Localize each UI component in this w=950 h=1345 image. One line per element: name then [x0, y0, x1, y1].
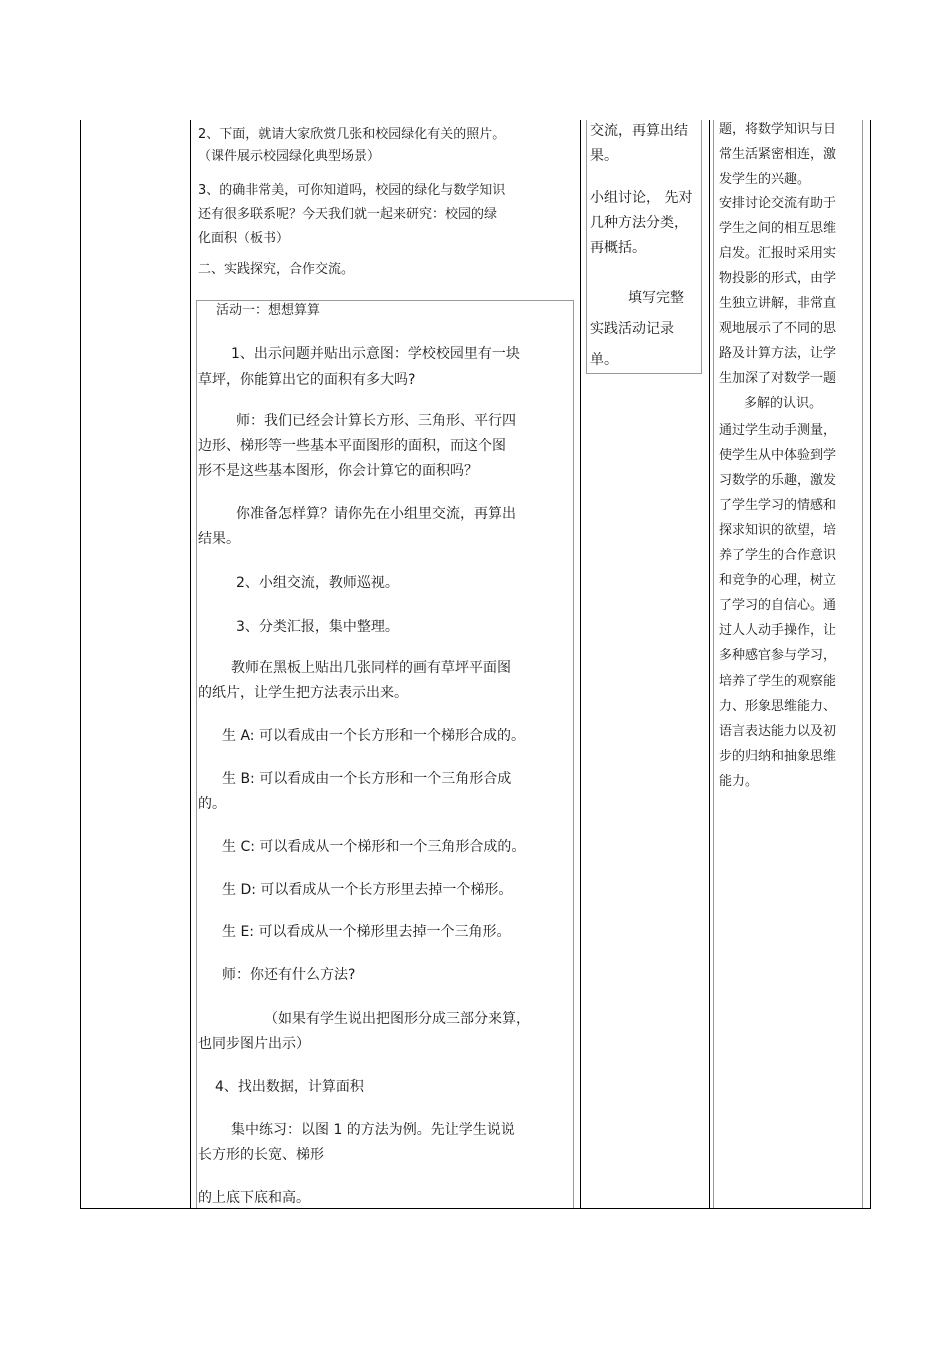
- student-box-bottom: [586, 373, 702, 374]
- student-b-line1: 生 B: 可以看成由一个长方形和一个三角形合成: [222, 771, 512, 787]
- student-activity-line4: 几种方法分类，: [590, 215, 688, 231]
- student-e: 生 E: 可以看成从一个梯形里去掉一个三角形。: [222, 924, 511, 940]
- table-border-right: [870, 120, 871, 1209]
- design-line: 养了学生的合作意识: [719, 548, 837, 563]
- step2-line2: （课件展示校园绿化典型场景）: [198, 149, 381, 164]
- design-line: 生加深了对数学一题: [719, 371, 837, 386]
- student-b-line2: 的。: [198, 796, 226, 812]
- exercise-line3: 的上底下底和高。: [198, 1190, 310, 1206]
- student-a: 生 A: 可以看成由一个长方形和一个梯形合成的。: [222, 728, 525, 744]
- teacher1-line2: 边形、梯形等一些基本平面图形的面积，而这个图: [198, 438, 506, 454]
- exercise-line2: 长方形的长宽、梯形: [198, 1147, 324, 1163]
- section-heading: 二、实践探究，合作交流。: [198, 262, 355, 277]
- board-line1: 教师在黑板上贴出几张同样的画有草坪平面图: [231, 660, 511, 676]
- student-box-left: [586, 120, 587, 374]
- teacher2-line1: 你准备怎样算？请你先在小组里交流，再算出: [236, 506, 516, 522]
- student-activity-line1: 交流，再算出结: [590, 123, 688, 139]
- design-line: 发学生的兴趣。: [719, 172, 811, 187]
- step-group-discussion: 2、小组交流，教师巡视。: [236, 575, 399, 591]
- design-line: 探求知识的欲望，培: [719, 523, 837, 538]
- student-d: 生 D: 可以看成从一个长方形里去掉一个梯形。: [222, 882, 513, 898]
- design-line: 过人人动手操作，让: [719, 623, 837, 638]
- activity-box-right: [573, 300, 574, 1208]
- teacher2-line2: 结果。: [198, 531, 240, 547]
- design-line: 观地展示了不同的思: [719, 321, 837, 336]
- design-line: 习数学的乐趣，激发: [719, 473, 837, 488]
- design-line: 题，将数学知识与日: [719, 122, 837, 137]
- design-line: 培养了学生的观察能: [719, 674, 837, 689]
- activity-title: 活动一：想想算算: [216, 303, 321, 318]
- student-activity-line2: 果。: [590, 148, 618, 164]
- student-activity-line3: 小组讨论， 先对: [590, 190, 693, 206]
- step3-line2: 还有很多联系呢？今天我们就一起来研究：校园的绿: [198, 207, 498, 222]
- exercise-line1: 集中练习：以图 1 的方法为例。先让学生说说: [231, 1122, 515, 1138]
- student-box-right: [701, 120, 702, 374]
- table-border-left: [80, 120, 81, 1209]
- activity-box-top: [196, 300, 574, 301]
- design-line: 语言表达能力以及初: [719, 724, 837, 739]
- step3-line3: 化面积（板书）: [198, 231, 290, 246]
- student-activity-line6: 填写完整: [628, 290, 684, 306]
- design-line: 通过学生动手测量，: [719, 423, 837, 438]
- design-line: 物投影的形式，由学: [719, 271, 837, 286]
- activity-box-left: [196, 300, 197, 1208]
- table-border-bottom: [80, 1208, 871, 1209]
- design-line: 多种感官参与学习，: [719, 648, 837, 663]
- design-line: 安排讨论交流有助于: [719, 196, 837, 211]
- teacher1-line1: 师：我们已经会计算长方形、三角形、平行四: [236, 413, 516, 429]
- student-c: 生 C: 可以看成从一个梯形和一个三角形合成的。: [222, 839, 526, 855]
- step2-line1: 2、下面，就请大家欣赏几张和校园绿化有关的照片。: [198, 127, 506, 142]
- note-line2: 也同步图片出示）: [198, 1036, 310, 1052]
- design-box-left: [713, 120, 714, 1208]
- table-divider-col2: [580, 120, 581, 1209]
- teacher-question: 师：你还有什么方法?: [222, 967, 356, 983]
- teacher1-line3: 形不是这些基本图形，你会计算它的面积吗？: [198, 463, 478, 479]
- design-line: 学生之间的相互思维: [719, 221, 837, 236]
- step3-line1: 3、的确非常美，可你知道吗，校园的绿化与数学知识: [198, 183, 506, 198]
- step-find-data: 4、找出数据，计算面积: [215, 1079, 364, 1095]
- student-activity-line5: 再概括。: [590, 240, 646, 256]
- design-line: 和竞争的心理，树立: [719, 573, 837, 588]
- design-line: 力、形象思维能力、: [719, 699, 837, 714]
- design-line: 生独立讲解，非常直: [719, 296, 837, 311]
- design-line: 了学生学习的情感和: [719, 498, 837, 513]
- design-box-right: [862, 120, 863, 1208]
- design-line: 多解的认识。: [744, 396, 823, 411]
- question1-line1: 1、出示问题并贴出示意图：学校校园里有一块: [231, 346, 520, 362]
- board-line2: 的纸片，让学生把方法表示出来。: [198, 685, 408, 701]
- note-line1: （如果有学生说出把图形分成三部分来算，: [264, 1011, 530, 1027]
- table-divider-col1: [190, 120, 191, 1209]
- question1-line2: 草坪，你能算出它的面积有多大吗?: [198, 372, 416, 388]
- student-activity-line8: 单。: [590, 352, 618, 368]
- design-line: 常生活紧密相连，激: [719, 147, 837, 162]
- design-line: 启发。汇报时采用实: [719, 246, 837, 261]
- design-line: 使学生从中体验到学: [719, 448, 837, 463]
- design-line: 步的归纳和抽象思维: [719, 749, 837, 764]
- step-report: 3、分类汇报，集中整理。: [236, 619, 399, 635]
- design-line: 能力。: [719, 774, 759, 789]
- design-line: 路及计算方法，让学: [719, 346, 837, 361]
- student-activity-line7: 实践活动记录: [590, 321, 674, 337]
- table-divider-col3: [709, 120, 710, 1209]
- design-line: 了学习的自信心。通: [719, 598, 837, 613]
